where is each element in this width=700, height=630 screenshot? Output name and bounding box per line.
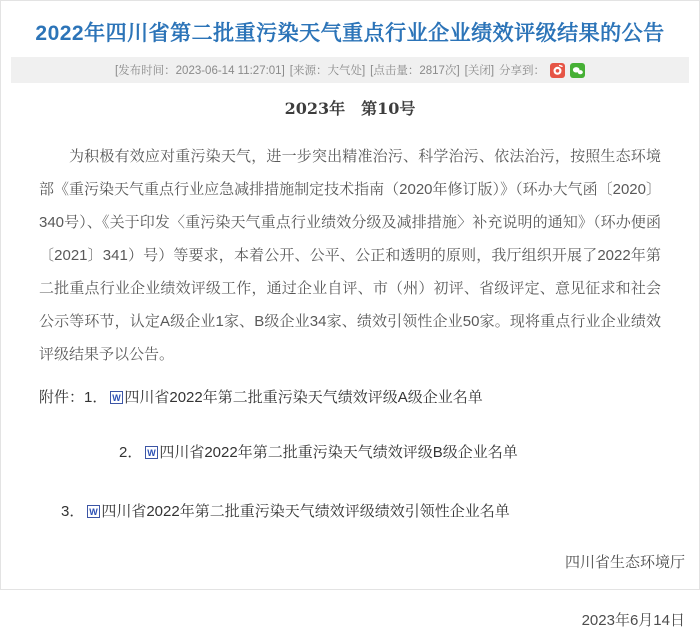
page-title: 2022年四川省第二批重污染天气重点行业企业绩效评级结果的公告 [35,22,665,45]
attachment-row-3 [39,502,661,524]
attachment-number: 2． [119,444,143,461]
attachment-link-leading-list[interactable]: 四川省2022年第二批重污染天气绩效评级绩效引领性企业名单 [101,503,510,520]
source-label: [来源：大气处] [289,65,366,77]
attachment-number: 3． [61,503,85,520]
word-doc-icon [87,504,100,524]
document-number: 2023年 第10号 [284,99,416,118]
attachments-list [39,388,661,524]
publish-time: [发布时间：2023-06-14 11:27:01] [114,65,285,77]
word-doc-icon [145,445,158,465]
attachments-label: 附件： [39,389,85,406]
meta-bar [11,57,689,83]
weibo-share-icon[interactable] [550,63,565,78]
svg-text:W: W [147,448,157,458]
attachment-number: 1． [84,389,108,406]
attachment-row-1 [39,388,661,410]
issue-date: 2023年6月14日 [581,612,685,629]
announcement-body: 为积极有效应对重污染天气，进一步突出精准治污、科学治污、依法治污，按照生态环境部《重污染天气重点行业应急减排措施制定技术指南（2020年修订版）》（环办大气函〔2020〕340号）、《关于印发〈重污染天气重点行业绩效分级及减排措施〉补充说明的通知》（环办便函〔2021〕341）号）等要求，本着公开、公平、公正和透明的原则，我厅组织开展了2022年第二批重点行业企业绩效评级工作，通过企业自评、市（州）初评、省级评定、意见征求和社会公示等环节，认定A级企业1家、B级企业34家、绩效引领性企业50家。现将重点行业企业绩效评级结果予以公告。 [39,148,661,363]
share-label: 分享到： [499,65,546,77]
svg-text:W: W [112,393,122,403]
hits-count: [点击量：2817次] [370,65,460,77]
word-doc-icon [110,390,123,410]
issuing-org: 四川省生态环境厅 [564,554,685,571]
attachment-row-2 [39,443,661,465]
attachment-link-b-list[interactable]: 四川省2022年第二批重污染天气绩效评级B级企业名单 [159,444,518,461]
wechat-share-icon[interactable] [570,63,585,78]
close-link[interactable]: [关闭] [464,65,495,77]
svg-text:W: W [89,507,99,517]
attachment-link-a-list[interactable]: 四川省2022年第二批重污染天气绩效评级A级企业名单 [124,389,483,406]
